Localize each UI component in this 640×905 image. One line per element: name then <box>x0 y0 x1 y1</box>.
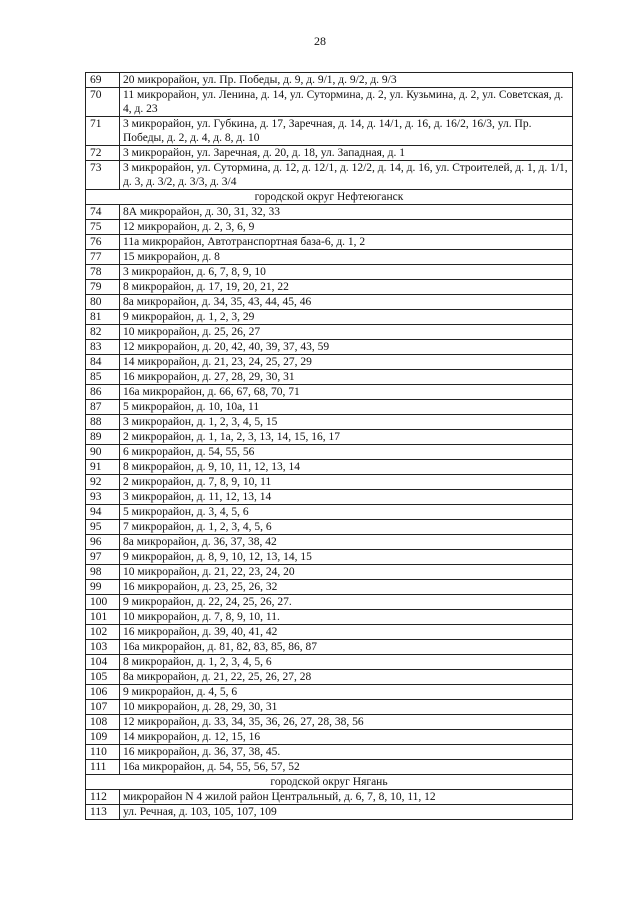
row-number: 104 <box>86 655 120 670</box>
table-row <box>86 355 573 370</box>
row-number: 108 <box>86 715 120 730</box>
row-address: 9 микрорайон, д. 1, 2, 3, 29 <box>120 310 573 325</box>
table-row <box>86 520 573 535</box>
row-address: 8а микрорайон, д. 21, 22, 25, 26, 27, 28 <box>120 670 573 685</box>
table-row <box>86 117 573 146</box>
section-title: городской округ Нягань <box>86 775 573 790</box>
row-number: 100 <box>86 595 120 610</box>
row-address: 10 микрорайон, д. 25, 26, 27 <box>120 325 573 340</box>
table-row <box>86 265 573 280</box>
table-row <box>86 730 573 745</box>
table-row <box>86 235 573 250</box>
table-row <box>86 475 573 490</box>
row-address: 7 микрорайон, д. 1, 2, 3, 4, 5, 6 <box>120 520 573 535</box>
row-number: 101 <box>86 610 120 625</box>
section-header-row <box>86 190 573 205</box>
row-number: 85 <box>86 370 120 385</box>
row-address: 16 микрорайон, д. 27, 28, 29, 30, 31 <box>120 370 573 385</box>
row-number: 90 <box>86 445 120 460</box>
table-row <box>86 790 573 805</box>
row-address: 8а микрорайон, д. 34, 35, 43, 44, 45, 46 <box>120 295 573 310</box>
row-address: ул. Речная, д. 103, 105, 107, 109 <box>120 805 573 820</box>
row-address: 10 микрорайон, д. 28, 29, 30, 31 <box>120 700 573 715</box>
table-row <box>86 715 573 730</box>
row-number: 92 <box>86 475 120 490</box>
row-address: 6 микрорайон, д. 54, 55, 56 <box>120 445 573 460</box>
row-address: 3 микрорайон, ул. Губкина, д. 17, Заречная, д. 14, д. 14/1, д. 16, д. 16/2, 16/3, ул. Пр. Победы, д. 2, д. 4, д. 8, д. 10 <box>120 117 573 146</box>
section-header-row <box>86 775 573 790</box>
page-number: 28 <box>314 34 326 48</box>
row-address: 12 микрорайон, д. 33, 34, 35, 36, 26, 27, 28, 38, 56 <box>120 715 573 730</box>
table-row <box>86 205 573 220</box>
table-row <box>86 505 573 520</box>
row-address: 9 микрорайон, д. 22, 24, 25, 26, 27. <box>120 595 573 610</box>
row-address: 12 микрорайон, д. 2, 3, 6, 9 <box>120 220 573 235</box>
row-number: 107 <box>86 700 120 715</box>
table-row <box>86 610 573 625</box>
table-row <box>86 595 573 610</box>
table-row <box>86 685 573 700</box>
row-address: 16а микрорайон, д. 81, 82, 83, 85, 86, 87 <box>120 640 573 655</box>
row-address: 14 микрорайон, д. 12, 15, 16 <box>120 730 573 745</box>
row-number: 99 <box>86 580 120 595</box>
table-row <box>86 640 573 655</box>
row-address: 12 микрорайон, д. 20, 42, 40, 39, 37, 43, 59 <box>120 340 573 355</box>
row-number: 111 <box>86 760 120 775</box>
row-number: 84 <box>86 355 120 370</box>
table-row <box>86 295 573 310</box>
row-address: 8а микрорайон, д. 36, 37, 38, 42 <box>120 535 573 550</box>
table-row <box>86 250 573 265</box>
row-number: 102 <box>86 625 120 640</box>
table-row <box>86 445 573 460</box>
table-row <box>86 400 573 415</box>
table-row <box>86 325 573 340</box>
row-number: 109 <box>86 730 120 745</box>
row-address: 3 микрорайон, ул. Заречная, д. 20, д. 18, ул. Западная, д. 1 <box>120 146 573 161</box>
address-table <box>85 72 573 820</box>
table-row <box>86 580 573 595</box>
table-row <box>86 535 573 550</box>
row-number: 73 <box>86 161 120 190</box>
table-row <box>86 565 573 580</box>
row-number: 70 <box>86 88 120 117</box>
table-row <box>86 655 573 670</box>
row-number: 106 <box>86 685 120 700</box>
row-number: 96 <box>86 535 120 550</box>
row-address: 10 микрорайон, д. 21, 22, 23, 24, 20 <box>120 565 573 580</box>
table-row <box>86 73 573 88</box>
row-number: 94 <box>86 505 120 520</box>
row-address: 5 микрорайон, д. 3, 4, 5, 6 <box>120 505 573 520</box>
row-number: 97 <box>86 550 120 565</box>
row-number: 112 <box>86 790 120 805</box>
row-address: 8А микрорайон, д. 30, 31, 32, 33 <box>120 205 573 220</box>
row-number: 81 <box>86 310 120 325</box>
address-table-body <box>86 73 573 820</box>
row-address: 11 микрорайон, ул. Ленина, д. 14, ул. Сутормина, д. 2, ул. Кузьмина, д. 2, ул. Советская, д. 4, д. 23 <box>120 88 573 117</box>
row-address: 2 микрорайон, д. 7, 8, 9, 10, 11 <box>120 475 573 490</box>
table-row <box>86 280 573 295</box>
row-number: 82 <box>86 325 120 340</box>
table-row <box>86 88 573 117</box>
row-address: 14 микрорайон, д. 21, 23, 24, 25, 27, 29 <box>120 355 573 370</box>
row-address: 9 микрорайон, д. 8, 9, 10, 12, 13, 14, 15 <box>120 550 573 565</box>
row-address: 3 микрорайон, д. 1, 2, 3, 4, 5, 15 <box>120 415 573 430</box>
table-row <box>86 700 573 715</box>
row-number: 76 <box>86 235 120 250</box>
row-address: 5 микрорайон, д. 10, 10а, 11 <box>120 400 573 415</box>
row-number: 95 <box>86 520 120 535</box>
row-address: микрорайон N 4 жилой район Центральный, д. 6, 7, 8, 10, 11, 12 <box>120 790 573 805</box>
table-row <box>86 550 573 565</box>
row-number: 93 <box>86 490 120 505</box>
section-title: городской округ Нефтеюганск <box>86 190 573 205</box>
row-address: 8 микрорайон, д. 17, 19, 20, 21, 22 <box>120 280 573 295</box>
row-address: 3 микрорайон, д. 11, 12, 13, 14 <box>120 490 573 505</box>
row-number: 88 <box>86 415 120 430</box>
table-row <box>86 340 573 355</box>
row-address: 15 микрорайон, д. 8 <box>120 250 573 265</box>
row-number: 91 <box>86 460 120 475</box>
table-row <box>86 385 573 400</box>
row-address: 16а микрорайон, д. 66, 67, 68, 70, 71 <box>120 385 573 400</box>
table-row <box>86 430 573 445</box>
table-row <box>86 220 573 235</box>
table-row <box>86 460 573 475</box>
row-number: 80 <box>86 295 120 310</box>
row-number: 83 <box>86 340 120 355</box>
table-row <box>86 760 573 775</box>
row-number: 110 <box>86 745 120 760</box>
row-address: 16 микрорайон, д. 39, 40, 41, 42 <box>120 625 573 640</box>
row-address: 16 микрорайон, д. 36, 37, 38, 45. <box>120 745 573 760</box>
row-address: 2 микрорайон, д. 1, 1а, 2, 3, 13, 14, 15, 16, 17 <box>120 430 573 445</box>
row-number: 87 <box>86 400 120 415</box>
table-row <box>86 146 573 161</box>
table-row <box>86 490 573 505</box>
table-row <box>86 625 573 640</box>
table-row <box>86 805 573 820</box>
row-address: 3 микрорайон, д. 6, 7, 8, 9, 10 <box>120 265 573 280</box>
row-number: 103 <box>86 640 120 655</box>
table-row <box>86 161 573 190</box>
row-address: 8 микрорайон, д. 9, 10, 11, 12, 13, 14 <box>120 460 573 475</box>
row-number: 69 <box>86 73 120 88</box>
row-number: 77 <box>86 250 120 265</box>
row-number: 113 <box>86 805 120 820</box>
row-address: 8 микрорайон, д. 1, 2, 3, 4, 5, 6 <box>120 655 573 670</box>
row-number: 74 <box>86 205 120 220</box>
row-address: 16 микрорайон, д. 23, 25, 26, 32 <box>120 580 573 595</box>
row-address: 3 микрорайон, ул. Сутормина, д. 12, д. 12/1, д. 12/2, д. 14, д. 16, ул. Строителей, д. 1, д. 1/1, д. 3, д. 3/2, д. 3/3, д. 3/4 <box>120 161 573 190</box>
row-number: 72 <box>86 146 120 161</box>
row-number: 86 <box>86 385 120 400</box>
row-number: 79 <box>86 280 120 295</box>
row-address: 11а микрорайон, Автотранспортная база-6, д. 1, 2 <box>120 235 573 250</box>
row-number: 89 <box>86 430 120 445</box>
row-address: 9 микрорайон, д. 4, 5, 6 <box>120 685 573 700</box>
row-number: 75 <box>86 220 120 235</box>
row-number: 98 <box>86 565 120 580</box>
row-address: 10 микрорайон, д. 7, 8, 9, 10, 11. <box>120 610 573 625</box>
row-address: 20 микрорайон, ул. Пр. Победы, д. 9, д. 9/1, д. 9/2, д. 9/3 <box>120 73 573 88</box>
row-address: 16а микрорайон, д. 54, 55, 56, 57, 52 <box>120 760 573 775</box>
table-row <box>86 415 573 430</box>
table-row <box>86 745 573 760</box>
row-number: 78 <box>86 265 120 280</box>
table-row <box>86 670 573 685</box>
row-number: 105 <box>86 670 120 685</box>
table-row <box>86 310 573 325</box>
row-number: 71 <box>86 117 120 146</box>
table-row <box>86 370 573 385</box>
